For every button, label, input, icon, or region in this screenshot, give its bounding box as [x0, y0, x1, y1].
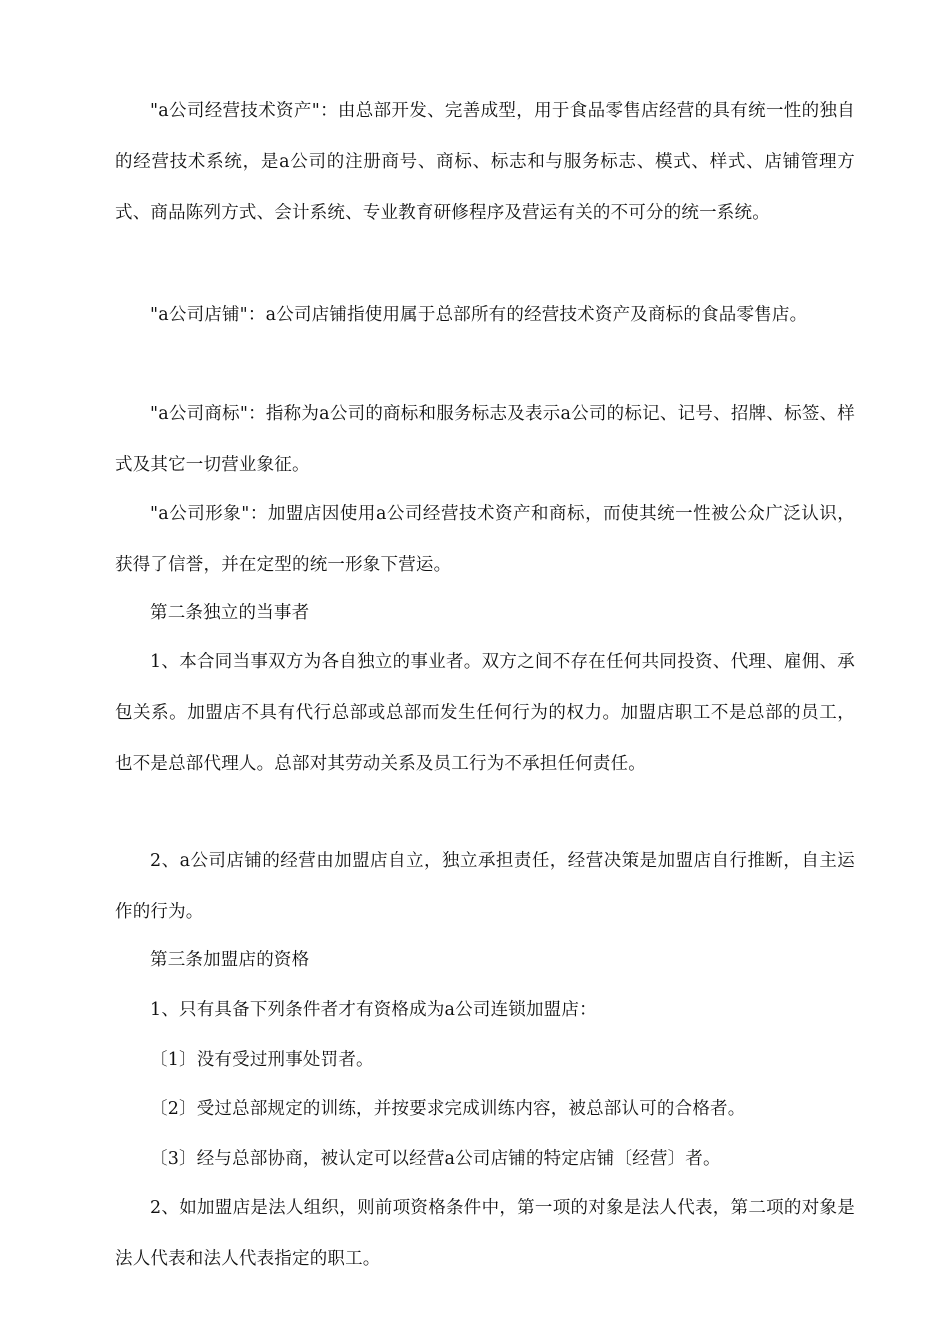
article-3-clause-1: 1、只有具备下列条件者才有资格成为a公司连锁加盟店： [150, 1000, 597, 1020]
article-2-clause-2: 2、a公司店铺的经营由加盟店自立，独立承担责任，经营决策是加盟店自行推断，自主运作的行为。 [115, 851, 855, 922]
article-3-condition-2: 〔2〕受过总部规定的训练，并按要求完成训练内容，被总部认可的合格者。 [150, 1099, 746, 1119]
definition-company-store: "a公司店铺"：a公司店铺指使用属于总部所有的经营技术资产及商标的食品零售店。 [150, 305, 808, 325]
article-3-clause-2: 2、如加盟店是法人组织，则前项资格条件中，第一项的对象是法人代表，第二项的对象是法人代表和法人代表指定的职工。 [115, 1198, 855, 1269]
definition-company-trademark: "a公司商标"：指称为a公司的商标和服务标志及表示a公司的标记、记号、招牌、标签、样式及其它一切营业象征。 [115, 404, 855, 475]
article-2-clause-1: 1、本合同当事双方为各自独立的事业者。双方之间不存在任何共同投资、代理、雇佣、承包关系。加盟店不具有代行总部或总部而发生任何行为的权力。加盟店职工不是总部的员工，也不是总部代理人。总部对其劳动关系及员工行为不承担任何责任。 [115, 652, 855, 774]
article-3-condition-3: 〔3〕经与总部协商，被认定可以经营a公司店铺的特定店铺〔经营〕者。 [150, 1149, 721, 1169]
article-3-heading: 第三条加盟店的资格 [150, 950, 310, 970]
definition-company-image: "a公司形象"：加盟店因使用a公司经营技术资产和商标，而使其统一性被公众广泛认识，获得了信誉，并在定型的统一形象下营运。 [115, 504, 855, 575]
article-3-condition-1: 〔1〕没有受过刑事处罚者。 [150, 1050, 374, 1070]
definition-business-tech-assets: "a公司经营技术资产"：由总部开发、完善成型，用于食品零售店经营的具有统一性的独自的经营技术系统，是a公司的注册商号、商标、标志和与服务标志、模式、样式、店铺管理方式、商品陈列方式、会计系统、专业教育研修程序及营运有关的不可分的统一系统。 [115, 101, 855, 223]
article-2-heading: 第二条独立的当事者 [150, 603, 310, 623]
